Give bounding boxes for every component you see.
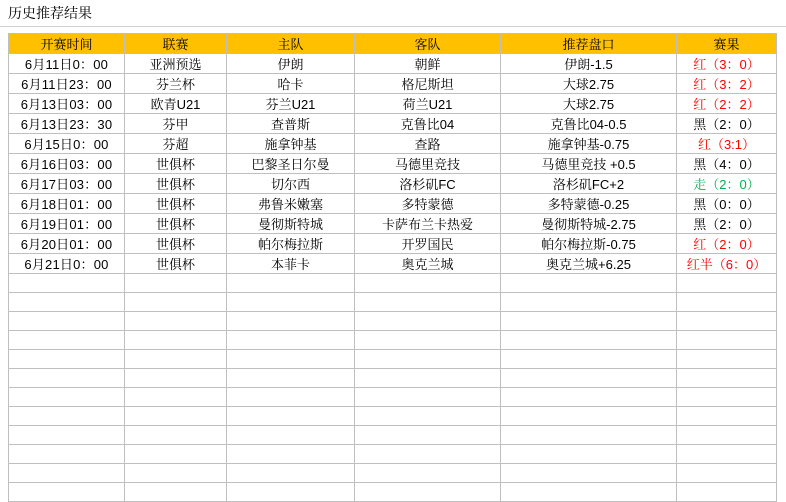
cell-empty[interactable] — [501, 369, 677, 388]
cell-kickoff-time[interactable]: 6月16日03：00 — [9, 154, 125, 174]
cell-empty[interactable] — [227, 369, 355, 388]
cell-kickoff-time[interactable]: 6月20日01：00 — [9, 234, 125, 254]
table-row[interactable] — [9, 254, 777, 274]
column-header-home-team: 主队 — [227, 34, 355, 54]
cell-league[interactable]: 世俱杯 — [125, 194, 227, 214]
cell-empty[interactable] — [501, 407, 677, 426]
cell-home-team[interactable]: 弗鲁米嫩塞 — [227, 194, 355, 214]
cell-empty[interactable] — [501, 388, 677, 407]
cell-empty[interactable] — [501, 350, 677, 369]
cell-empty[interactable] — [227, 483, 355, 502]
cell-empty[interactable] — [501, 426, 677, 445]
cell-away-team[interactable]: 开罗国民 — [355, 234, 501, 254]
cell-empty[interactable] — [355, 369, 501, 388]
column-header-kickoff-time: 开赛时间 — [9, 34, 125, 54]
history-results-table — [8, 33, 777, 502]
cell-league[interactable]: 芬甲 — [125, 114, 227, 134]
cell-empty[interactable] — [9, 407, 125, 426]
table-row[interactable] — [9, 154, 777, 174]
cell-away-team[interactable]: 马德里竞技 — [355, 154, 501, 174]
cell-league[interactable]: 世俱杯 — [125, 174, 227, 194]
cell-empty[interactable] — [227, 426, 355, 445]
cell-recommended-line[interactable]: 大球2.75 — [501, 74, 677, 94]
table-row-empty[interactable] — [9, 274, 777, 293]
cell-empty[interactable] — [501, 312, 677, 331]
cell-recommended-line[interactable]: 施拿钟基-0.75 — [501, 134, 677, 154]
table-row-empty[interactable] — [9, 293, 777, 312]
cell-kickoff-time[interactable]: 6月11日23：00 — [9, 74, 125, 94]
cell-result[interactable]: 黑（2：0） — [677, 114, 777, 134]
cell-recommended-line[interactable]: 克鲁比04-0.5 — [501, 114, 677, 134]
cell-away-team[interactable]: 多特蒙德 — [355, 194, 501, 214]
cell-result[interactable]: 红（3:1） — [677, 134, 777, 154]
cell-empty[interactable] — [677, 293, 777, 312]
table-row[interactable] — [9, 74, 777, 94]
table-row-empty[interactable] — [9, 312, 777, 331]
cell-empty[interactable] — [125, 350, 227, 369]
cell-empty[interactable] — [355, 293, 501, 312]
table-row[interactable] — [9, 174, 777, 194]
cell-empty[interactable] — [677, 312, 777, 331]
cell-empty[interactable] — [9, 464, 125, 483]
cell-league[interactable]: 芬兰杯 — [125, 74, 227, 94]
cell-home-team[interactable]: 巴黎圣日尔曼 — [227, 154, 355, 174]
cell-empty[interactable] — [677, 369, 777, 388]
column-header-away-team: 客队 — [355, 34, 501, 54]
cell-home-team[interactable]: 芬兰U21 — [227, 94, 355, 114]
cell-home-team[interactable]: 查普斯 — [227, 114, 355, 134]
cell-away-team[interactable]: 克鲁比04 — [355, 114, 501, 134]
cell-recommended-line[interactable]: 马德里竞技 +0.5 — [501, 154, 677, 174]
cell-empty[interactable] — [227, 331, 355, 350]
cell-empty[interactable] — [125, 483, 227, 502]
table-row[interactable] — [9, 134, 777, 154]
cell-empty[interactable] — [125, 464, 227, 483]
table-row[interactable] — [9, 214, 777, 234]
table-row-empty[interactable] — [9, 331, 777, 350]
cell-empty[interactable] — [9, 426, 125, 445]
cell-league[interactable]: 世俱杯 — [125, 234, 227, 254]
cell-empty[interactable] — [227, 274, 355, 293]
table-header — [9, 34, 777, 54]
cell-kickoff-time[interactable]: 6月21日0：00 — [9, 254, 125, 274]
cell-result[interactable]: 走（2：0） — [677, 174, 777, 194]
cell-away-team[interactable]: 朝鲜 — [355, 54, 501, 74]
cell-league[interactable]: 世俱杯 — [125, 154, 227, 174]
cell-kickoff-time[interactable]: 6月13日03：00 — [9, 94, 125, 114]
cell-empty[interactable] — [501, 445, 677, 464]
cell-empty[interactable] — [9, 331, 125, 350]
cell-empty[interactable] — [677, 331, 777, 350]
cell-home-team[interactable]: 曼彻斯特城 — [227, 214, 355, 234]
cell-away-team[interactable]: 奥克兰城 — [355, 254, 501, 274]
cell-empty[interactable] — [677, 388, 777, 407]
cell-empty[interactable] — [125, 445, 227, 464]
cell-empty[interactable] — [227, 464, 355, 483]
cell-away-team[interactable]: 卡萨布兰卡热爱 — [355, 214, 501, 234]
cell-empty[interactable] — [9, 388, 125, 407]
cell-home-team[interactable]: 帕尔梅拉斯 — [227, 234, 355, 254]
table-row[interactable] — [9, 54, 777, 74]
cell-result[interactable]: 红（2：2） — [677, 94, 777, 114]
cell-kickoff-time[interactable]: 6月11日0：00 — [9, 54, 125, 74]
cell-empty[interactable] — [125, 369, 227, 388]
cell-home-team[interactable]: 伊朗 — [227, 54, 355, 74]
table-header-row — [9, 34, 777, 54]
cell-empty[interactable] — [227, 312, 355, 331]
cell-empty[interactable] — [227, 293, 355, 312]
cell-empty[interactable] — [9, 369, 125, 388]
cell-result[interactable]: 红半（6：0） — [677, 254, 777, 274]
cell-empty[interactable] — [355, 331, 501, 350]
cell-empty[interactable] — [677, 483, 777, 502]
cell-away-team[interactable]: 荷兰U21 — [355, 94, 501, 114]
cell-kickoff-time[interactable]: 6月18日01：00 — [9, 194, 125, 214]
table-row-empty[interactable] — [9, 445, 777, 464]
cell-recommended-line[interactable]: 帕尔梅拉斯-0.75 — [501, 234, 677, 254]
cell-away-team[interactable]: 格尼斯坦 — [355, 74, 501, 94]
table-body — [9, 54, 777, 502]
cell-empty[interactable] — [125, 312, 227, 331]
cell-kickoff-time[interactable]: 6月19日01：00 — [9, 214, 125, 234]
cell-empty[interactable] — [9, 274, 125, 293]
cell-empty[interactable] — [125, 274, 227, 293]
cell-empty[interactable] — [677, 445, 777, 464]
cell-empty[interactable] — [355, 388, 501, 407]
cell-empty[interactable] — [677, 426, 777, 445]
cell-result[interactable]: 黑（0：0） — [677, 194, 777, 214]
cell-empty[interactable] — [501, 274, 677, 293]
cell-recommended-line[interactable]: 多特蒙德-0.25 — [501, 194, 677, 214]
table-row-empty[interactable] — [9, 426, 777, 445]
column-header-recommended-line: 推荐盘口 — [501, 34, 677, 54]
table-row[interactable] — [9, 194, 777, 214]
cell-empty[interactable] — [501, 483, 677, 502]
cell-recommended-line[interactable]: 伊朗-1.5 — [501, 54, 677, 74]
table-row[interactable] — [9, 114, 777, 134]
cell-empty[interactable] — [355, 274, 501, 293]
cell-empty[interactable] — [227, 445, 355, 464]
table-row[interactable] — [9, 94, 777, 114]
cell-result[interactable]: 黑（4：0） — [677, 154, 777, 174]
cell-away-team[interactable]: 查路 — [355, 134, 501, 154]
cell-empty[interactable] — [9, 445, 125, 464]
cell-empty[interactable] — [9, 312, 125, 331]
cell-recommended-line[interactable]: 奥克兰城+6.25 — [501, 254, 677, 274]
cell-league[interactable]: 亚洲预选 — [125, 54, 227, 74]
cell-recommended-line[interactable]: 洛杉矶FC+2 — [501, 174, 677, 194]
cell-empty[interactable] — [125, 331, 227, 350]
cell-empty[interactable] — [501, 293, 677, 312]
cell-empty[interactable] — [677, 274, 777, 293]
cell-empty[interactable] — [9, 350, 125, 369]
cell-home-team[interactable]: 本菲卡 — [227, 254, 355, 274]
cell-league[interactable]: 芬超 — [125, 134, 227, 154]
cell-home-team[interactable]: 施拿钟基 — [227, 134, 355, 154]
cell-empty[interactable] — [125, 407, 227, 426]
cell-recommended-line[interactable]: 大球2.75 — [501, 94, 677, 114]
table-row-empty[interactable] — [9, 369, 777, 388]
table-row-empty[interactable] — [9, 388, 777, 407]
cell-empty[interactable] — [677, 464, 777, 483]
cell-empty[interactable] — [125, 426, 227, 445]
table-row-empty[interactable] — [9, 464, 777, 483]
table-row[interactable] — [9, 234, 777, 254]
column-header-result: 赛果 — [677, 34, 777, 54]
cell-home-team[interactable]: 哈卡 — [227, 74, 355, 94]
cell-empty[interactable] — [227, 407, 355, 426]
cell-empty[interactable] — [501, 464, 677, 483]
cell-empty[interactable] — [677, 407, 777, 426]
cell-empty[interactable] — [355, 483, 501, 502]
cell-result[interactable]: 红（3：2） — [677, 74, 777, 94]
page-title: 历史推荐结果 — [8, 5, 92, 21]
cell-recommended-line[interactable]: 曼彻斯特城-2.75 — [501, 214, 677, 234]
table-row-empty[interactable] — [9, 407, 777, 426]
sheet-title-bar — [0, 0, 786, 27]
cell-result[interactable]: 黑（2：0） — [677, 214, 777, 234]
cell-kickoff-time[interactable]: 6月15日0：00 — [9, 134, 125, 154]
cell-empty[interactable] — [355, 407, 501, 426]
cell-empty[interactable] — [355, 312, 501, 331]
cell-empty[interactable] — [355, 464, 501, 483]
cell-empty[interactable] — [355, 445, 501, 464]
cell-empty[interactable] — [9, 293, 125, 312]
cell-empty[interactable] — [501, 331, 677, 350]
cell-empty[interactable] — [125, 293, 227, 312]
table-row-empty[interactable] — [9, 350, 777, 369]
cell-empty[interactable] — [355, 426, 501, 445]
cell-league[interactable]: 欧青U21 — [125, 94, 227, 114]
table-row-empty[interactable] — [9, 483, 777, 502]
cell-result[interactable]: 红（2：0） — [677, 234, 777, 254]
cell-empty[interactable] — [227, 388, 355, 407]
cell-empty[interactable] — [9, 483, 125, 502]
cell-home-team[interactable]: 切尔西 — [227, 174, 355, 194]
cell-empty[interactable] — [677, 350, 777, 369]
cell-empty[interactable] — [227, 350, 355, 369]
cell-empty[interactable] — [355, 350, 501, 369]
cell-away-team[interactable]: 洛杉矶FC — [355, 174, 501, 194]
cell-league[interactable]: 世俱杯 — [125, 254, 227, 274]
cell-empty[interactable] — [125, 388, 227, 407]
cell-result[interactable]: 红（3：0） — [677, 54, 777, 74]
cell-kickoff-time[interactable]: 6月17日03：00 — [9, 174, 125, 194]
cell-league[interactable]: 世俱杯 — [125, 214, 227, 234]
column-header-league: 联赛 — [125, 34, 227, 54]
cell-kickoff-time[interactable]: 6月13日23：30 — [9, 114, 125, 134]
